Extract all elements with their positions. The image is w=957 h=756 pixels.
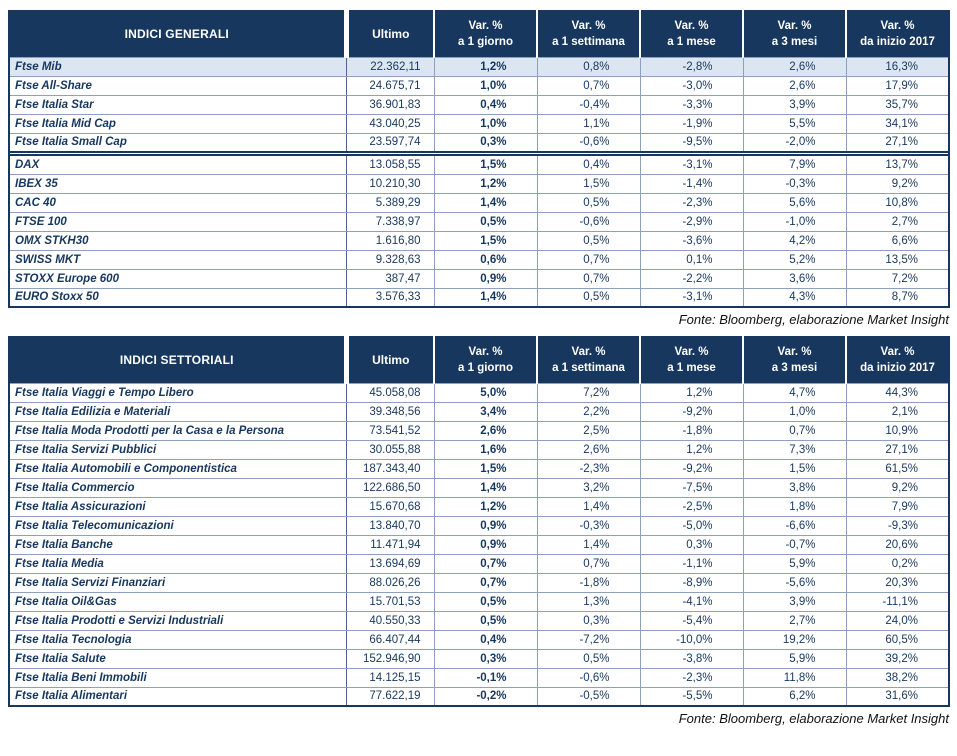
column-header-var — [743, 337, 846, 383]
var-value: 0,3% — [434, 649, 537, 668]
var-value: 1,6% — [434, 440, 537, 459]
var-value: -0,6% — [537, 133, 640, 152]
table-row — [9, 250, 949, 269]
index-name: Ftse Italia Small Cap — [9, 133, 346, 152]
table-row — [9, 535, 949, 554]
var-value: 38,2% — [846, 668, 949, 687]
var-value: 0,5% — [537, 649, 640, 668]
var-value: 0,6% — [434, 250, 537, 269]
var-value: 61,5% — [846, 459, 949, 478]
table-row — [9, 383, 949, 402]
var-value: 11,8% — [743, 668, 846, 687]
var-value: 10,9% — [846, 421, 949, 440]
var-value: 0,4% — [434, 630, 537, 649]
var-value: 1,2% — [434, 57, 537, 76]
var-value: -5,5% — [640, 687, 743, 706]
var-value: 60,5% — [846, 630, 949, 649]
var-header-line2: a 3 mesi — [771, 36, 818, 49]
table-body — [9, 383, 949, 706]
index-name: STOXX Europe 600 — [9, 269, 346, 288]
var-value: 2,7% — [743, 611, 846, 630]
var-value: -10,0% — [640, 630, 743, 649]
header-row — [9, 11, 949, 57]
index-name: Ftse Italia Salute — [9, 649, 346, 668]
table-row — [9, 421, 949, 440]
var-header-line1: Var. % — [880, 345, 915, 358]
var-header-line1: Var. % — [468, 19, 503, 32]
var-value: -2,3% — [537, 459, 640, 478]
var-value: 0,1% — [640, 250, 743, 269]
var-value: 0,3% — [434, 133, 537, 152]
ultimo-value: 88.026,26 — [346, 573, 434, 592]
index-name: Ftse Italia Beni Immobili — [9, 668, 346, 687]
var-value: 5,2% — [743, 250, 846, 269]
index-name: Ftse Italia Mid Cap — [9, 114, 346, 133]
column-header-var — [537, 337, 640, 383]
var-value: -9,2% — [640, 459, 743, 478]
var-value: 0,5% — [434, 212, 537, 231]
var-value: 3,2% — [537, 478, 640, 497]
ultimo-value: 387,47 — [346, 269, 434, 288]
var-value: 2,6% — [434, 421, 537, 440]
var-value: 1,1% — [537, 114, 640, 133]
var-value: 19,2% — [743, 630, 846, 649]
var-value: 1,5% — [434, 231, 537, 250]
var-value: -0,7% — [743, 535, 846, 554]
table-title: INDICI SETTORIALI — [9, 337, 346, 383]
index-name: Ftse Italia Tecnologia — [9, 630, 346, 649]
index-name: EURO Stoxx 50 — [9, 288, 346, 307]
var-value: 0,9% — [434, 516, 537, 535]
source-note: Fonte: Bloomberg, elaborazione Market Insight — [678, 711, 949, 726]
table-row — [9, 133, 949, 152]
ultimo-value: 3.576,33 — [346, 288, 434, 307]
var-header-line2: a 1 giorno — [458, 36, 513, 49]
ultimo-value: 152.946,90 — [346, 649, 434, 668]
table-row — [9, 592, 949, 611]
var-value: -0,6% — [537, 212, 640, 231]
var-value: -4,1% — [640, 592, 743, 611]
var-header-line2: a 1 settimana — [552, 36, 625, 49]
var-value: -2,9% — [640, 212, 743, 231]
var-value: 27,1% — [846, 133, 949, 152]
var-value: 31,6% — [846, 687, 949, 706]
var-value: 1,4% — [434, 478, 537, 497]
ultimo-value: 30.055,88 — [346, 440, 434, 459]
var-value: 1,0% — [434, 76, 537, 95]
var-value: 0,7% — [537, 250, 640, 269]
var-value: 3,9% — [743, 95, 846, 114]
var-value: 1,4% — [537, 497, 640, 516]
var-value: 2,1% — [846, 402, 949, 421]
var-value: 0,4% — [434, 95, 537, 114]
column-header-var — [640, 337, 743, 383]
var-value: -1,9% — [640, 114, 743, 133]
var-value: 2,2% — [537, 402, 640, 421]
var-value: 7,3% — [743, 440, 846, 459]
var-value: 0,2% — [846, 554, 949, 573]
var-value: 0,5% — [537, 193, 640, 212]
var-value: 3,9% — [743, 592, 846, 611]
var-header-line1: Var. % — [468, 345, 503, 358]
column-header-var — [846, 337, 949, 383]
index-name: SWISS MKT — [9, 250, 346, 269]
indici-generali-section — [8, 10, 949, 327]
index-name: DAX — [9, 155, 346, 174]
var-value: -1,8% — [537, 573, 640, 592]
var-value: 6,6% — [846, 231, 949, 250]
var-value: 0,5% — [537, 288, 640, 307]
var-value: -0,5% — [537, 687, 640, 706]
var-header-line2: a 1 giorno — [458, 362, 513, 375]
var-header-line1: Var. % — [571, 19, 606, 32]
var-value: -2,5% — [640, 497, 743, 516]
var-value: -0,6% — [537, 668, 640, 687]
column-header-var — [434, 337, 537, 383]
table-row — [9, 212, 949, 231]
ultimo-value: 13.840,70 — [346, 516, 434, 535]
var-value: -3,6% — [640, 231, 743, 250]
var-value: 0,9% — [434, 269, 537, 288]
var-value: 2,6% — [743, 57, 846, 76]
var-value: 5,5% — [743, 114, 846, 133]
var-value: -1,8% — [640, 421, 743, 440]
table-row — [9, 687, 949, 706]
index-name: FTSE 100 — [9, 212, 346, 231]
var-value: 1,8% — [743, 497, 846, 516]
ultimo-value: 24.675,71 — [346, 76, 434, 95]
var-value: 7,2% — [846, 269, 949, 288]
var-value: 7,9% — [846, 497, 949, 516]
index-name: OMX STKH30 — [9, 231, 346, 250]
table-row — [9, 95, 949, 114]
var-value: 1,2% — [640, 383, 743, 402]
ultimo-value: 9.328,63 — [346, 250, 434, 269]
table-row — [9, 155, 949, 174]
table-title: INDICI GENERALI — [9, 11, 346, 57]
var-value: 0,9% — [434, 535, 537, 554]
index-name: IBEX 35 — [9, 174, 346, 193]
index-name: Ftse Italia Automobili e Componentistica — [9, 459, 346, 478]
var-value: 13,7% — [846, 155, 949, 174]
var-value: 9,2% — [846, 174, 949, 193]
table-body — [9, 57, 949, 307]
var-value: 5,9% — [743, 649, 846, 668]
table-row — [9, 269, 949, 288]
var-value: -3,3% — [640, 95, 743, 114]
index-name: Ftse Italia Assicurazioni — [9, 497, 346, 516]
ultimo-value: 14.125,15 — [346, 668, 434, 687]
var-value: 1,5% — [434, 155, 537, 174]
var-value: 4,2% — [743, 231, 846, 250]
var-header-line2: a 3 mesi — [771, 362, 818, 375]
index-name: Ftse Italia Oil&Gas — [9, 592, 346, 611]
var-value: -5,4% — [640, 611, 743, 630]
index-name: Ftse Italia Alimentari — [9, 687, 346, 706]
var-header-line2: a 1 mese — [667, 36, 716, 49]
var-value: 1,3% — [537, 592, 640, 611]
var-header-line2: da inizio 2017 — [860, 362, 935, 375]
var-value: 2,6% — [537, 440, 640, 459]
var-value: 10,8% — [846, 193, 949, 212]
ultimo-value: 45.058,08 — [346, 383, 434, 402]
var-value: -5,0% — [640, 516, 743, 535]
ultimo-value: 77.622,19 — [346, 687, 434, 706]
var-value: -7,2% — [537, 630, 640, 649]
var-value: -3,0% — [640, 76, 743, 95]
table-row — [9, 497, 949, 516]
index-name: Ftse Italia Commercio — [9, 478, 346, 497]
table-row — [9, 76, 949, 95]
ultimo-value: 5.389,29 — [346, 193, 434, 212]
var-value: 1,4% — [434, 193, 537, 212]
index-name: Ftse All-Share — [9, 76, 346, 95]
var-value: -6,6% — [743, 516, 846, 535]
var-value: 1,0% — [434, 114, 537, 133]
var-value: 0,8% — [537, 57, 640, 76]
table-row — [9, 573, 949, 592]
table-row — [9, 174, 949, 193]
table-row — [9, 649, 949, 668]
table-row — [9, 459, 949, 478]
index-name: Ftse Italia Viaggi e Tempo Libero — [9, 383, 346, 402]
var-value: 7,2% — [537, 383, 640, 402]
var-header-line1: Var. % — [674, 19, 709, 32]
table-header — [9, 11, 949, 57]
ultimo-value: 36.901,83 — [346, 95, 434, 114]
var-value: -2,3% — [640, 668, 743, 687]
table-row — [9, 57, 949, 76]
var-value: -0,4% — [537, 95, 640, 114]
var-value: 4,7% — [743, 383, 846, 402]
index-name: Ftse Italia Servizi Pubblici — [9, 440, 346, 459]
table-row — [9, 611, 949, 630]
var-value: 1,5% — [743, 459, 846, 478]
var-value: 0,7% — [537, 269, 640, 288]
index-name: Ftse Mib — [9, 57, 346, 76]
var-value: -0,1% — [434, 668, 537, 687]
var-value: -9,2% — [640, 402, 743, 421]
var-value: 39,2% — [846, 649, 949, 668]
index-name: CAC 40 — [9, 193, 346, 212]
var-value: 1,4% — [537, 535, 640, 554]
var-value: 0,7% — [537, 554, 640, 573]
var-value: 0,5% — [537, 231, 640, 250]
var-value: -1,4% — [640, 174, 743, 193]
var-value: 5,6% — [743, 193, 846, 212]
index-name: Ftse Italia Telecomunicazioni — [9, 516, 346, 535]
var-value: -7,5% — [640, 478, 743, 497]
var-value: 0,7% — [743, 421, 846, 440]
var-value: 35,7% — [846, 95, 949, 114]
column-header-var — [434, 11, 537, 57]
var-value: -2,2% — [640, 269, 743, 288]
var-value: 34,1% — [846, 114, 949, 133]
var-value: 0,7% — [537, 76, 640, 95]
table-row — [9, 516, 949, 535]
column-header-ultimo: Ultimo — [346, 11, 434, 57]
var-value: 1,2% — [434, 497, 537, 516]
column-header-var — [537, 11, 640, 57]
var-value: 0,4% — [537, 155, 640, 174]
table-row — [9, 440, 949, 459]
column-header-ultimo: Ultimo — [346, 337, 434, 383]
ultimo-value: 73.541,52 — [346, 421, 434, 440]
var-value: -2,8% — [640, 57, 743, 76]
ultimo-value: 187.343,40 — [346, 459, 434, 478]
var-value: 1,4% — [434, 288, 537, 307]
source-note: Fonte: Bloomberg, elaborazione Market Insight — [678, 312, 949, 327]
var-value: 20,3% — [846, 573, 949, 592]
var-value: -0,3% — [743, 174, 846, 193]
table-row — [9, 668, 949, 687]
indici-generali-table — [8, 10, 950, 308]
var-value: -3,8% — [640, 649, 743, 668]
table-row — [9, 231, 949, 250]
var-header-line2: a 1 mese — [667, 362, 716, 375]
var-value: 16,3% — [846, 57, 949, 76]
ultimo-value: 11.471,94 — [346, 535, 434, 554]
var-value: 20,6% — [846, 535, 949, 554]
var-value: -2,3% — [640, 193, 743, 212]
var-header-line1: Var. % — [880, 19, 915, 32]
ultimo-value: 13.058,55 — [346, 155, 434, 174]
var-value: 8,7% — [846, 288, 949, 307]
var-value: 3,8% — [743, 478, 846, 497]
var-value: -0,2% — [434, 687, 537, 706]
var-header-line1: Var. % — [777, 345, 812, 358]
ultimo-value: 13.694,69 — [346, 554, 434, 573]
var-value: 24,0% — [846, 611, 949, 630]
ultimo-value: 122.686,50 — [346, 478, 434, 497]
var-value: 0,7% — [434, 573, 537, 592]
var-value: -3,1% — [640, 155, 743, 174]
index-name: Ftse Italia Banche — [9, 535, 346, 554]
ultimo-value: 15.701,53 — [346, 592, 434, 611]
var-value: 2,5% — [537, 421, 640, 440]
index-name: Ftse Italia Star — [9, 95, 346, 114]
var-value: 1,5% — [537, 174, 640, 193]
var-value: 5,0% — [434, 383, 537, 402]
table-row — [9, 478, 949, 497]
var-header-line1: Var. % — [674, 345, 709, 358]
var-value: -1,0% — [743, 212, 846, 231]
table-row — [9, 193, 949, 212]
var-value: 0,3% — [640, 535, 743, 554]
var-value: 5,9% — [743, 554, 846, 573]
var-value: 6,2% — [743, 687, 846, 706]
var-value: -3,1% — [640, 288, 743, 307]
index-name: Ftse Italia Servizi Finanziari — [9, 573, 346, 592]
ultimo-value: 7.338,97 — [346, 212, 434, 231]
var-value: 1,2% — [640, 440, 743, 459]
table-row — [9, 288, 949, 307]
ultimo-value: 40.550,33 — [346, 611, 434, 630]
var-value: 17,9% — [846, 76, 949, 95]
index-name: Ftse Italia Moda Prodotti per la Casa e la Persona — [9, 421, 346, 440]
ultimo-value: 43.040,25 — [346, 114, 434, 133]
table-row — [9, 114, 949, 133]
header-row — [9, 337, 949, 383]
table-header — [9, 337, 949, 383]
index-name: Ftse Italia Edilizia e Materiali — [9, 402, 346, 421]
var-value: 0,3% — [537, 611, 640, 630]
var-value: -1,1% — [640, 554, 743, 573]
var-value: 13,5% — [846, 250, 949, 269]
var-value: 7,9% — [743, 155, 846, 174]
var-value: 9,2% — [846, 478, 949, 497]
var-value: 44,3% — [846, 383, 949, 402]
var-value: 2,6% — [743, 76, 846, 95]
ultimo-value: 66.407,44 — [346, 630, 434, 649]
var-value: 3,6% — [743, 269, 846, 288]
ultimo-value: 39.348,56 — [346, 402, 434, 421]
ultimo-value: 22.362,11 — [346, 57, 434, 76]
var-header-line2: da inizio 2017 — [860, 36, 935, 49]
var-value: 1,0% — [743, 402, 846, 421]
column-header-var — [846, 11, 949, 57]
var-value: -8,9% — [640, 573, 743, 592]
var-value: -9,5% — [640, 133, 743, 152]
var-value: 3,4% — [434, 402, 537, 421]
var-value: 0,5% — [434, 592, 537, 611]
indici-settoriali-table — [8, 336, 950, 707]
ultimo-value: 10.210,30 — [346, 174, 434, 193]
ultimo-value: 23.597,74 — [346, 133, 434, 152]
var-header-line1: Var. % — [777, 19, 812, 32]
var-value: 2,7% — [846, 212, 949, 231]
var-value: 1,2% — [434, 174, 537, 193]
column-header-var — [743, 11, 846, 57]
var-value: -2,0% — [743, 133, 846, 152]
index-name: Ftse Italia Prodotti e Servizi Industriali — [9, 611, 346, 630]
indici-settoriali-section — [8, 336, 949, 726]
var-value: -5,6% — [743, 573, 846, 592]
var-value: -9,3% — [846, 516, 949, 535]
var-value: 0,7% — [434, 554, 537, 573]
table-row — [9, 630, 949, 649]
var-value: -11,1% — [846, 592, 949, 611]
table-row — [9, 402, 949, 421]
var-value: 4,3% — [743, 288, 846, 307]
var-value: 1,5% — [434, 459, 537, 478]
index-name: Ftse Italia Media — [9, 554, 346, 573]
ultimo-value: 15.670,68 — [346, 497, 434, 516]
var-header-line1: Var. % — [571, 345, 606, 358]
var-value: 27,1% — [846, 440, 949, 459]
var-header-line2: a 1 settimana — [552, 362, 625, 375]
var-value: 0,5% — [434, 611, 537, 630]
ultimo-value: 1.616,80 — [346, 231, 434, 250]
var-value: -0,3% — [537, 516, 640, 535]
table-row — [9, 554, 949, 573]
column-header-var — [640, 11, 743, 57]
